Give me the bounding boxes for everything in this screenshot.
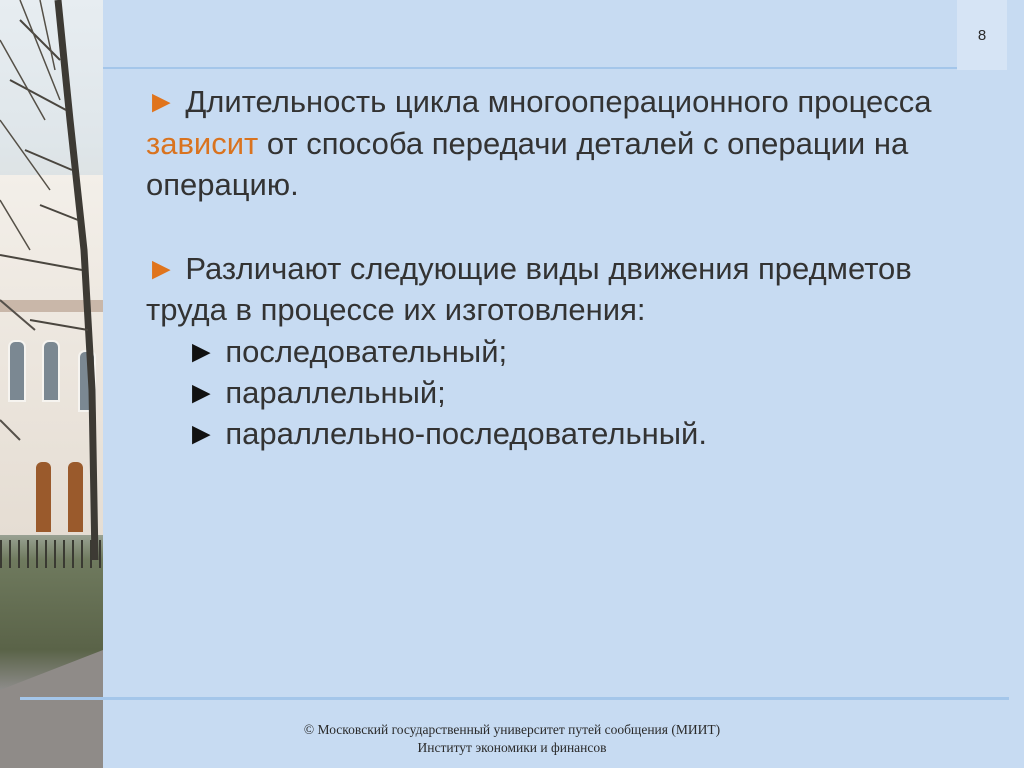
slide-number: 8 [977, 27, 987, 44]
bullet-arrow-icon: ► [186, 415, 217, 451]
campus-photo [0, 0, 103, 768]
list-item [146, 413, 966, 454]
bullet-arrow-icon: ► [186, 374, 217, 410]
bullet-arrow-icon: ► [146, 84, 177, 119]
list-item-text: последовательный; [225, 333, 508, 369]
highlighted-word: зависит [146, 125, 259, 161]
list-item-text: параллельно-последовательный. [225, 415, 707, 451]
list-item [146, 372, 966, 413]
footer-line-2: Институт экономики и финансов [417, 740, 607, 755]
footer-line-1: © Московский государственный университет путей сообщения (МИИТ) [303, 722, 721, 737]
list-item [146, 331, 966, 372]
bullet-arrow-icon: ► [146, 250, 177, 286]
paragraph-1-text-start: Длительность цикла многооперационного процесса [185, 84, 932, 119]
paragraph-2 [146, 248, 966, 331]
slide-body [146, 81, 966, 454]
bottom-rule [20, 697, 1009, 700]
paragraph-1-text-end: от способа передачи деталей с операции на операцию. [146, 125, 909, 202]
bullet-arrow-icon: ► [186, 333, 217, 369]
footer [0, 721, 1024, 757]
paragraph-1 [146, 81, 966, 206]
list-item-text: параллельный; [225, 374, 446, 410]
top-rule [103, 67, 957, 69]
paragraph-2-text: Различают следующие виды движения предметов труда в процессе их изготовления: [146, 250, 912, 327]
